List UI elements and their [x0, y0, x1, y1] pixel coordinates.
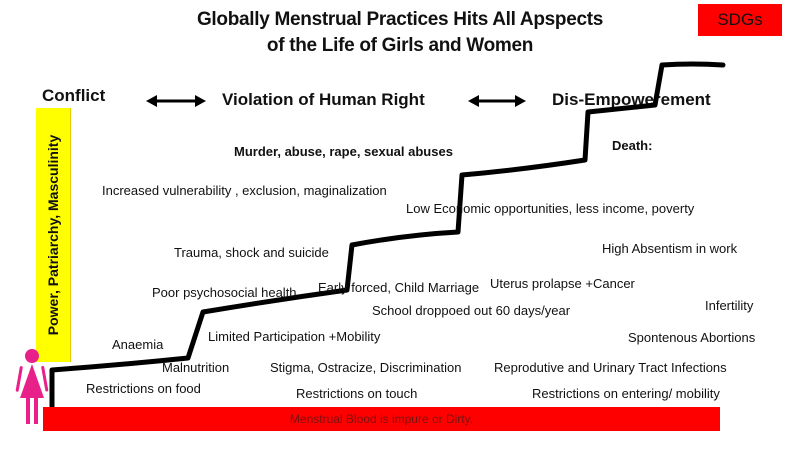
item-food: Restrictions on food [86, 381, 201, 396]
item-vulnerability: Increased vulnerability , exclusion, maginalization [102, 183, 387, 198]
item-death: Death: [612, 138, 653, 153]
item-touch: Restrictions on touch [296, 386, 418, 401]
item-trauma: Trauma, shock and suicide [174, 245, 329, 260]
item-entering: Restrictions on entering/ mobility [532, 386, 720, 401]
item-anaemia: Anaemia [112, 337, 164, 352]
item-uterus: Uterus prolapse +Cancer [490, 276, 635, 291]
item-malnutrition: Malnutrition [162, 360, 230, 375]
heading-disempowerment: Dis-Empowerement [552, 90, 711, 109]
item-school: School droppoed out 60 days/year [372, 303, 571, 318]
item-murder: Murder, abuse, rape, sexual abuses [234, 144, 453, 159]
heading-conflict: Conflict [42, 86, 106, 105]
item-participation: Limited Participation +Mobility [208, 329, 381, 344]
heading-violation: Violation of Human Right [222, 90, 425, 109]
item-reproductive: Reprodutive and Urinary Tract Infections [494, 360, 727, 375]
base-bar [43, 407, 720, 431]
item-child-marriage: Early forced, Child Marriage [318, 280, 480, 295]
item-infertility: Infertility [705, 298, 754, 313]
item-psychosocial: Poor psychosocial health [152, 285, 297, 300]
sdgs-label: SDGs [717, 10, 763, 29]
item-economic: Low Economic opportunities, less income, poverty [406, 201, 695, 216]
title-line-2: of the Life of Girls and Women [266, 35, 534, 56]
base-bar-label: Menstrual Blood is impure or Dirty. [289, 412, 474, 426]
item-abortions: Spontenous Abortions [628, 330, 756, 345]
item-stigma: Stigma, Ostracize, Discrimination [270, 360, 462, 375]
item-absentism: High Absentism in work [602, 241, 738, 256]
vertical-label-text: Power, Patriarchy, Masculinity [45, 134, 61, 336]
title-line-1: Globally Menstrual Practices Hits All Apspects [196, 9, 604, 30]
